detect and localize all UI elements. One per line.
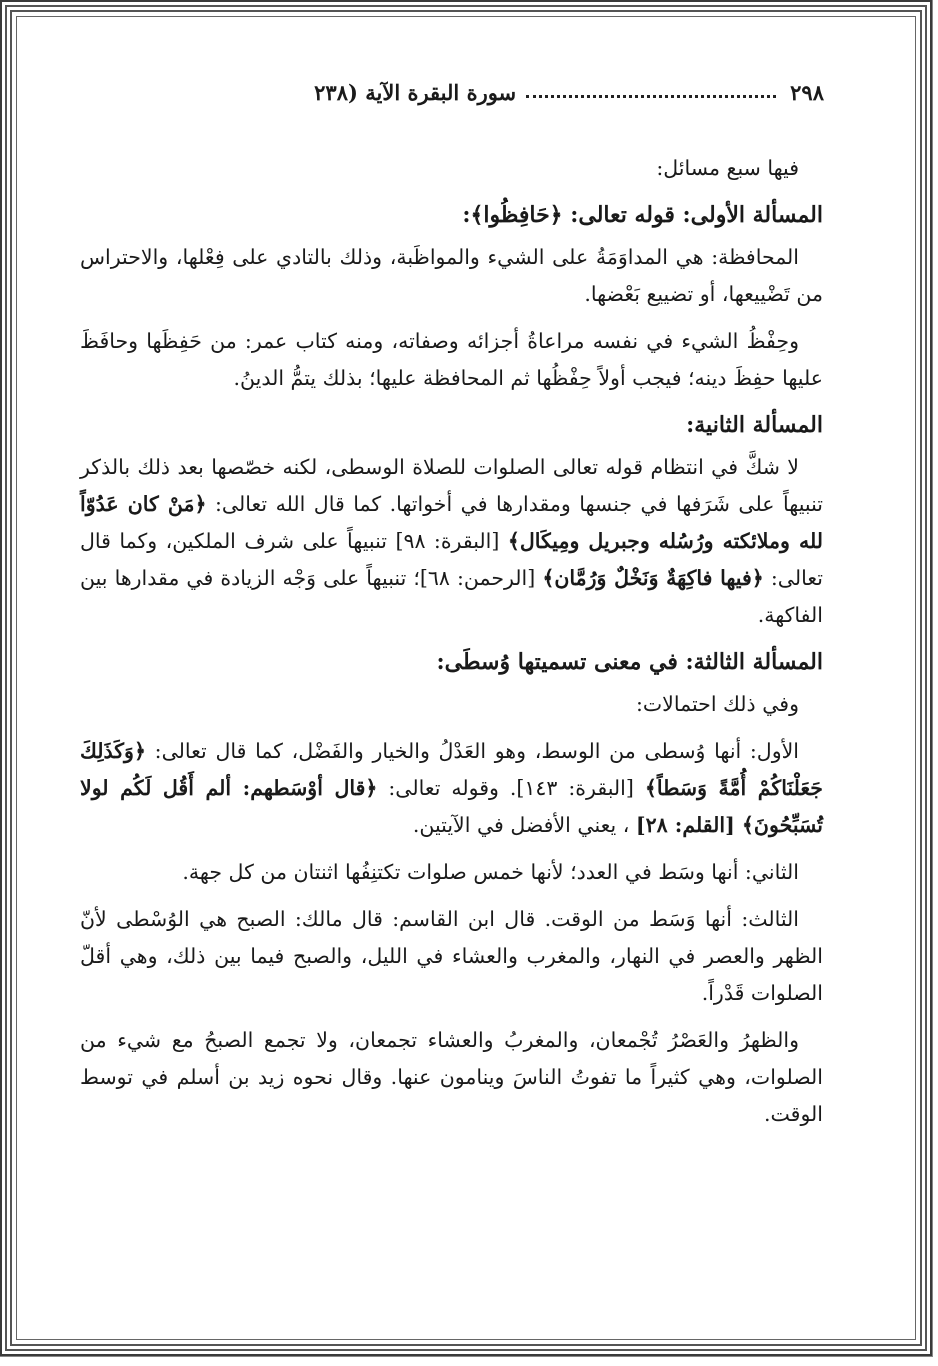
q2-text-1: لا شكَّ في انتظام قوله تعالى الصلوات للصلاة الوسطى، لكنه خصّصها بعد ذلك بالذكر تنبيهاً على شَرَفها في جنسها ومقدارها في أخواتها. كما قال الله تعالى: — [80, 455, 823, 516]
q1-paragraph-1: المحافظة: هي المداوَمَةُ على الشيء والمواظَبة، وذلك بالتادي على فِعْلها، والاحتراس من تَضْييعها، أو تضييع بَعْضها. — [80, 245, 823, 306]
page-number: ٢٩٨ — [790, 79, 824, 105]
intro-line: فيها سبع مسائل: — [656, 156, 799, 180]
q1-heading: المسألة الأولى: قوله تعالى: ﴿حَافِظُوا﴾: — [462, 202, 823, 228]
q2-quote-2: ﴿فيها فاكِهَةٌ وَنَخْلٌ وَرُمَّان﴾ — [542, 566, 764, 590]
q3-second: الثاني: أنها وسَط في العدد؛ لأنها خمس صلوات تكتنِفُها اثنتان من كل جهة. — [182, 860, 799, 884]
q3-fourth: والظهرُ والعَصْرُ تُجْمعان، والمغربُ والعشاء تجمعان، ولا تجمع الصبحُ مع شيء من الصلوات، وهي كثيراً ما تفوتُ الناسَ وينامون عنها. وقال نحوه زيد بن أسلم في توسط الوقت. — [80, 1028, 823, 1126]
q2-text-2: [البقرة: ٩٨] تنبيهاً على شرف الملكين، وكما قال تعالى: — [80, 529, 823, 590]
q3-first-mid: [البقرة: ١٤٣]. وقوله تعالى: — [388, 776, 634, 800]
q2-text-3: [الرحمن: ٦٨]؛ تنبيهاً على وَجْه الزيادة في مقدارها بين الفاكهة. — [80, 566, 823, 627]
q3-third: الثالث: أنها وَسَط من الوقت. قال ابن القاسم: قال مالك: الصبح هي الوُسْطى لأنّ الظهر والعصر في النهار، والمغرب والعشاء في الليل، والصبح فيما بين ذلك، وهي أقلّ الصلوات قَدْراً. — [80, 907, 823, 1005]
q2-quote-1: ﴿مَنْ كان عَدُوّاً لله وملائكته ورُسُله وجبريل ومِيكَال﴾ — [80, 492, 823, 553]
page-header — [78, 74, 824, 110]
q3-first-quote-2: ﴿قال أوْسَطهم: ألم أَقُل لَكُم لولا تُسَبِّحُونَ﴾ [القلم: ٢٨] — [80, 776, 823, 837]
q3-first — [80, 733, 823, 844]
q3-first-quote-1: ﴿وَكَذَلِكَ جَعَلْنَاكُمْ أُمَّةً وَسَطاً﴾ — [80, 739, 823, 800]
q3-first-text: الأول: أنها وُسطى من الوسط، وهو العَدْلُ والخيار والفَضْل، كما قال تعالى: — [154, 739, 799, 763]
q3-first-end: ، يعني الأفضل في الآيتين. — [412, 813, 630, 837]
q2-heading: المسألة الثانية: — [686, 412, 823, 438]
q2-paragraph — [80, 449, 823, 634]
q3-intro: وفي ذلك احتمالات: — [635, 692, 799, 716]
q3-heading: المسألة الثالثة: في معنى تسميتها وُسطَى: — [436, 649, 823, 675]
header-dots — [526, 95, 776, 98]
running-title: سورة البقرة الآية (٢٣٨ — [314, 79, 517, 105]
q1-paragraph-2: وحِفْظُ الشيء في نفسه مراعاةُ أجزائه وصفاته، ومنه كتاب عمر: من حَفِظَها وحافَظَ عليها حفِظَ دينه؛ فيجب أولاً حِفْظُها ثم المحافظة عليها؛ بذلك يتمُّ الدينُ. — [80, 329, 823, 390]
page-body — [80, 150, 823, 1143]
